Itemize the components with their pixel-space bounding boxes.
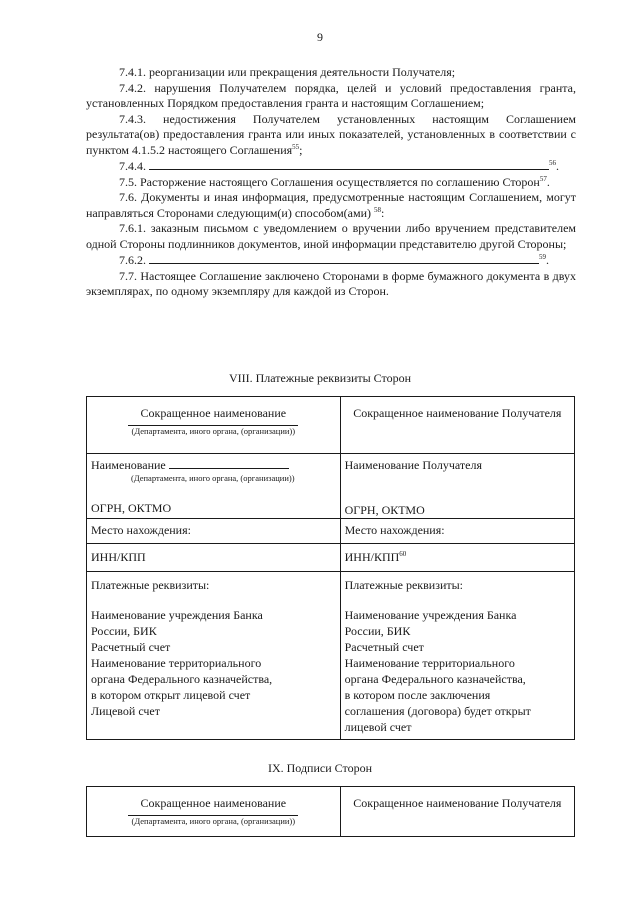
left-payment-line: Наименование территориального [91,656,262,670]
clause-7-4-4-end: . [556,159,559,173]
footnote-60: 60 [399,550,407,558]
left-payment-line: Лицевой счет [91,704,161,718]
right-payment-line: Наименование учреждения Банка [344,608,517,622]
clause-7-4-3-end: ; [299,142,303,157]
signatures-right-cell [340,787,574,837]
left-payment-line: России, БИК [91,624,157,638]
footnote-59: 59 [539,253,546,261]
signatures-left-header: Сокращенное наименование [140,796,287,810]
left-payment-line: Расчетный счет [91,640,171,654]
clause-7-4-4-prefix: 7.4.4. [119,159,146,173]
clause-7-6 [86,190,576,221]
table-row-inn [87,544,575,572]
page-number: 9 [317,30,323,44]
left-name-cell [87,454,341,519]
blank-line [169,458,289,469]
clause-7-4-2: 7.4.2. нарушения Получателем порядка, целей и условий предоставления гранта, установленных Порядком предоставления гранта и настоящим Соглашением; [86,80,576,110]
right-ogrn: ОГРН, ОКТМО [344,503,425,517]
agreement-clauses [86,65,576,300]
left-payment-line: Наименование учреждения Банка [91,608,263,622]
clause-7-4-3 [86,112,576,159]
clause-7-4-3-text: 7.4.3. недостижения Получателем установленных настоящим Соглашением результата(ов) предоставления гранта или иных показателей, установленных в соответствии с пунктом 4.1.5.2 настоящего Соглашения [86,111,576,157]
left-inn-kpp: ИНН/КПП [87,544,341,572]
clause-7-6-text: 7.6. Документы и иная информация, предусмотренные настоящим Соглашением, могут направляться Сторонами следующим(и) способом(ами) [86,190,576,220]
clause-7-6-2 [86,252,576,269]
clause-7-5 [86,175,576,191]
signatures-header-row [87,787,575,837]
right-header-cell [340,397,574,454]
signatures-table [86,786,575,837]
clause-7-6-2-prefix: 7.6.2. [119,253,146,267]
left-payment-line: органа Федерального казначейства, [91,672,273,686]
right-payment-line: органа Федерального казначейства, [344,672,526,686]
right-name-cell [340,454,574,519]
footnote-55: 55 [292,142,300,151]
signatures-left-cell [87,787,341,837]
clause-7-4-4 [86,158,576,175]
right-name-label: Наименование Получателя [344,458,483,472]
signatures-right-header: Сокращенное наименование Получателя [353,796,562,810]
right-payment-line: России, БИК [344,624,411,638]
table-row-location [87,519,575,544]
left-header-cell [87,397,341,454]
table-row-payment [87,572,575,740]
footnote-57: 57 [539,174,547,183]
blank-line [149,158,549,170]
section-9-title: IX. Подписи Сторон [267,761,373,775]
right-payment-line: в котором после заключения [344,688,491,702]
blank-line [149,252,539,264]
left-payment-cell [87,572,341,740]
left-header-note: (Департамента, иного органа, (организации)) [131,426,296,436]
payment-details-table [86,396,575,740]
left-payment-label: Платежные реквизиты: [91,578,210,592]
right-payment-line: лицевой счет [344,720,412,734]
clause-7-6-end: : [381,205,385,220]
footnote-58: 58 [374,205,382,214]
signatures-left-note: (Департамента, иного органа, (организации)) [131,816,296,826]
left-name-note: (Департамента, иного органа, (организации)) [131,473,295,483]
right-payment-label: Платежные реквизиты: [344,578,464,592]
right-inn-kpp: ИНН/КПП [344,550,400,564]
table-row-name [87,454,575,519]
clause-7-7: 7.7. Настоящее Соглашение заключено Сторонами в форме бумажного документа в двух экземплярах, по одному экземпляру для каждой из Сторон. [86,268,576,298]
section-8-title: VIII. Платежные реквизиты Сторон [228,371,412,385]
right-header: Сокращенное наименование Получателя [353,406,562,420]
footnote-56: 56 [549,159,556,167]
right-inn-cell [340,544,574,572]
left-ogrn: ОГРН, ОКТМО [91,501,172,515]
right-payment-line: Расчетный счет [344,640,424,654]
right-payment-line: соглашения (договора) будет открыт [344,704,531,718]
left-name-label: Наименование [91,458,166,472]
clause-7-5-text: 7.5. Расторжение настоящего Соглашения осуществляется по соглашению Сторон [119,174,540,189]
left-location: Место нахождения: [87,519,341,544]
clause-7-6-2-end: . [546,253,549,267]
clause-7-4-1: 7.4.1. реорганизации или прекращения деятельности Получателя; [119,65,456,79]
table-header-row [87,397,575,454]
left-payment-line: в котором открыт лицевой счет [91,688,251,702]
left-header: Сокращенное наименование [140,406,287,420]
clause-7-5-end: . [546,174,550,189]
right-payment-cell [340,572,574,740]
right-payment-line: Наименование территориального [344,656,515,670]
clause-7-6-1: 7.6.1. заказным письмом с уведомлением о вручении либо вручением представителем одной Стороны подлинников документов, иной информации представителю другой Стороны; [86,221,576,251]
right-location: Место нахождения: [340,519,574,544]
